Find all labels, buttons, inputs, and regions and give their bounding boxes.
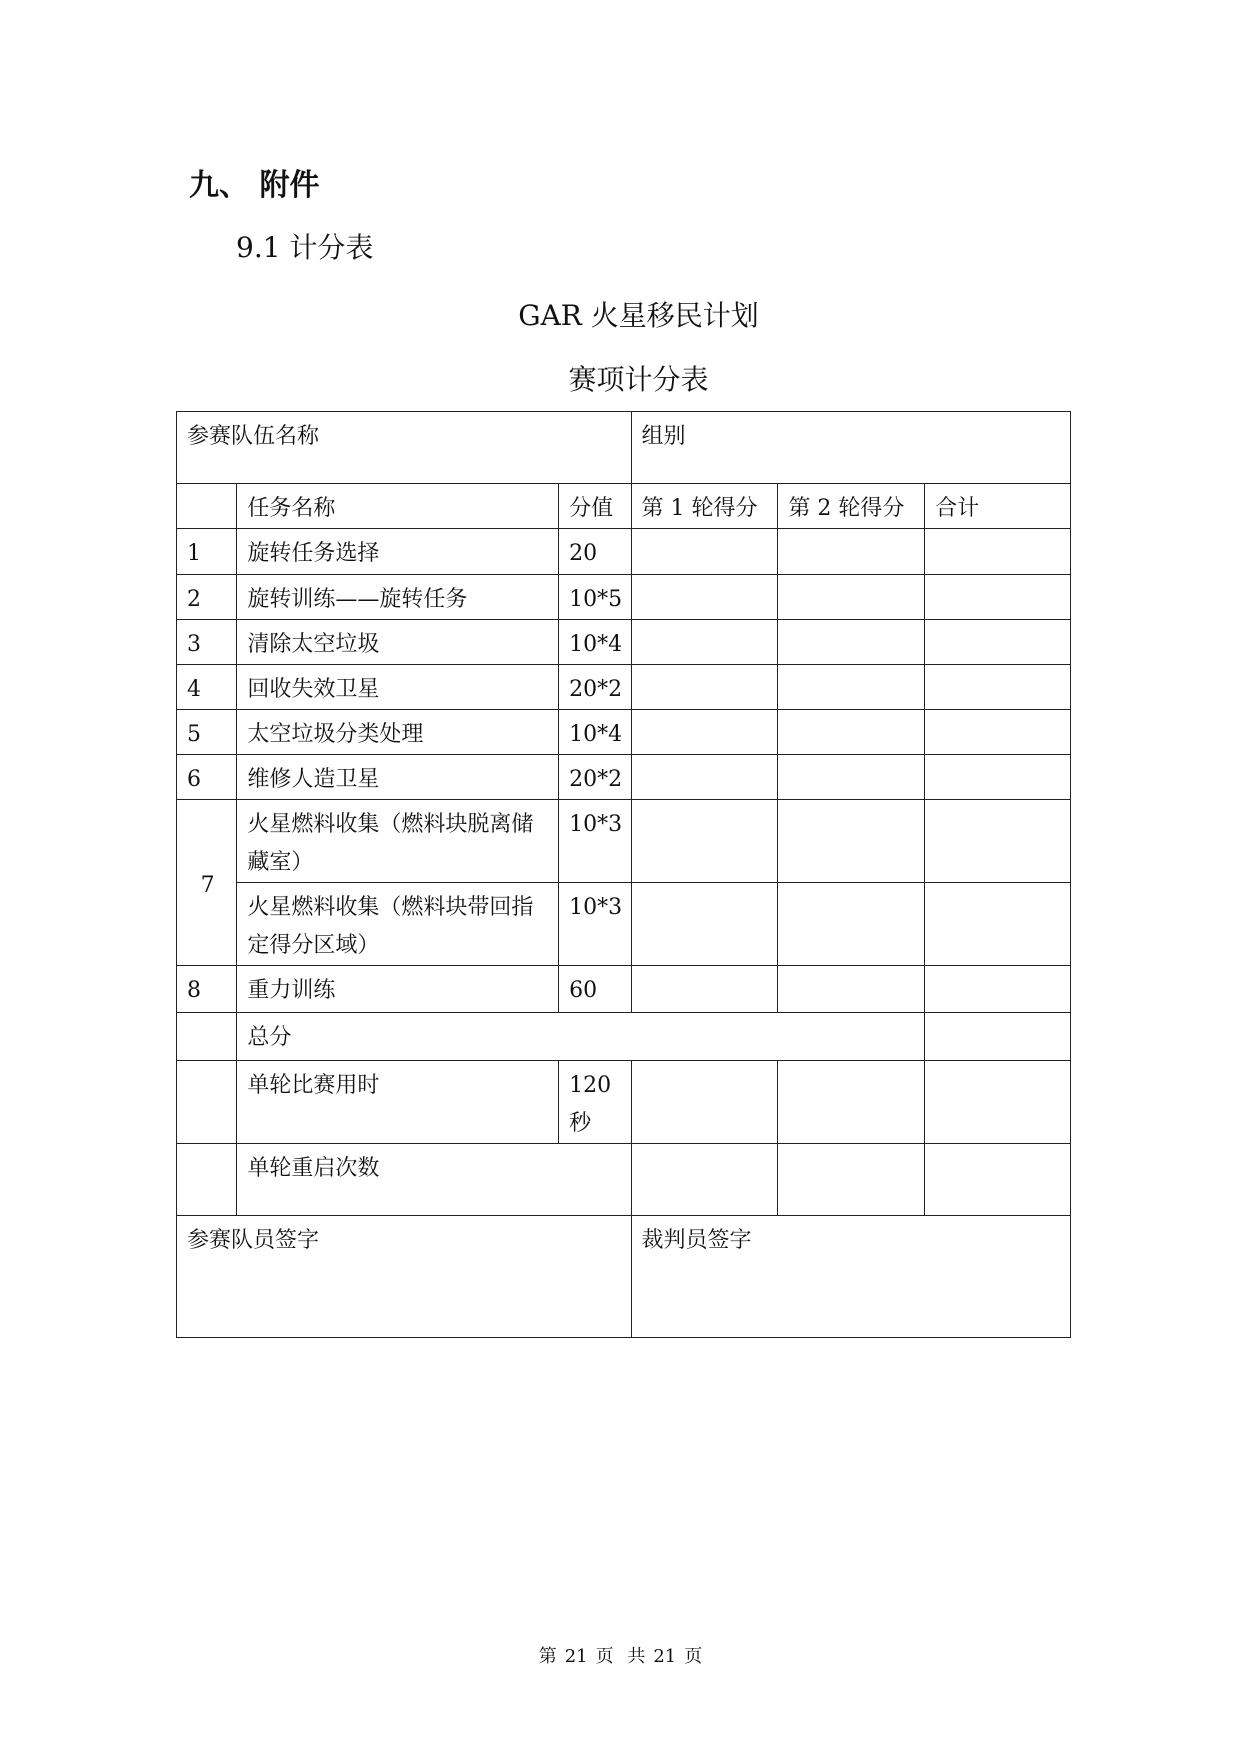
row-number: 1 (177, 529, 237, 575)
total-score-cell (925, 620, 1071, 665)
round2-score-cell (778, 665, 925, 710)
round2-score-cell (778, 883, 925, 966)
row-number: 8 (177, 966, 237, 1013)
row-number-cell (177, 1013, 237, 1061)
document-title: GAR 火星移民计划 (518, 299, 759, 332)
row-number: 4 (177, 665, 237, 710)
task-points: 20 (559, 529, 631, 575)
score-table (176, 411, 1071, 1338)
row-number: 2 (177, 575, 237, 620)
task-points: 10*3 (559, 800, 631, 883)
header-task: 任务名称 (237, 484, 559, 529)
round2-score-cell (778, 800, 925, 883)
task-points: 10*3 (559, 883, 631, 966)
task-name: 旋转训练——旋转任务 (237, 575, 559, 620)
restart-row (177, 1144, 1071, 1216)
round1-score-cell (631, 665, 778, 710)
task-name: 回收失效卫星 (237, 665, 559, 710)
page-footer: 第 21 页 共 21 页 (538, 1646, 703, 1667)
table-row (177, 575, 1071, 620)
total-restart-cell (925, 1144, 1071, 1216)
total-score-cell (925, 665, 1071, 710)
total-score-cell (925, 710, 1071, 755)
header-total: 合计 (925, 484, 1071, 529)
time-label: 单轮比赛用时 (237, 1061, 559, 1144)
subsection-heading: 9.1 计分表 (236, 231, 374, 264)
header-round2: 第 2 轮得分 (778, 484, 925, 529)
row-number: 5 (177, 710, 237, 755)
task-points: 10*5 (559, 575, 631, 620)
round1-score-cell (631, 575, 778, 620)
round2-score-cell (778, 529, 925, 575)
table-row (177, 710, 1071, 755)
table-row (177, 966, 1071, 1013)
task-name: 清除太空垃圾 (237, 620, 559, 665)
round1-score-cell (631, 620, 778, 665)
round1-score-cell (631, 755, 778, 800)
row-number: 6 (177, 755, 237, 800)
team-name-label: 参赛队伍名称 (177, 412, 632, 484)
signature-row (177, 1216, 1071, 1338)
round1-score-cell (631, 800, 778, 883)
total-score-cell (925, 529, 1071, 575)
table-row (177, 665, 1071, 710)
round2-score-cell (778, 575, 925, 620)
total-score-cell (925, 575, 1071, 620)
task-points: 20*2 (559, 755, 631, 800)
round1-restart-cell (631, 1144, 778, 1216)
referee-signature-label: 裁判员签字 (631, 1216, 1070, 1338)
time-value: 120 秒 (559, 1061, 631, 1144)
round2-score-cell (778, 966, 925, 1013)
restart-label: 单轮重启次数 (237, 1144, 631, 1216)
round2-score-cell (778, 755, 925, 800)
round2-restart-cell (778, 1144, 925, 1216)
round2-score-cell (778, 710, 925, 755)
round1-score-cell (631, 710, 778, 755)
header-number-cell (177, 484, 237, 529)
task-name: 旋转任务选择 (237, 529, 559, 575)
table-row (177, 755, 1071, 800)
page-total: 21 (653, 1646, 677, 1667)
round2-time-cell (778, 1061, 925, 1144)
task-name: 火星燃料收集（燃料块脱离储藏室） (237, 800, 559, 883)
table-row (177, 529, 1071, 575)
task-points: 10*4 (559, 710, 631, 755)
round1-score-cell (631, 529, 778, 575)
round1-score-cell (631, 883, 778, 966)
row-number: 7 (177, 800, 237, 966)
task-points: 10*4 (559, 620, 631, 665)
round2-score-cell (778, 620, 925, 665)
row-number-cell (177, 1061, 237, 1144)
table-row (177, 620, 1071, 665)
total-row (177, 1013, 1071, 1061)
grand-total-cell (925, 1013, 1071, 1061)
total-score-cell (925, 966, 1071, 1013)
header-round1: 第 1 轮得分 (631, 484, 778, 529)
group-label: 组别 (631, 412, 1070, 484)
team-signature-label: 参赛队员签字 (177, 1216, 632, 1338)
total-score-cell (925, 883, 1071, 966)
table-row (177, 800, 1071, 883)
header-points: 分值 (559, 484, 631, 529)
total-score-cell (925, 800, 1071, 883)
task-name: 太空垃圾分类处理 (237, 710, 559, 755)
task-name: 火星燃料收集（燃料块带回指定得分区域） (237, 883, 559, 966)
section-heading: 九、 附件 (189, 168, 320, 203)
task-name: 维修人造卫星 (237, 755, 559, 800)
task-points: 60 (559, 966, 631, 1013)
total-score-cell (925, 755, 1071, 800)
round1-score-cell (631, 966, 778, 1013)
total-label: 总分 (237, 1013, 925, 1061)
total-time-cell (925, 1061, 1071, 1144)
task-name: 重力训练 (237, 966, 559, 1013)
row-number-cell (177, 1144, 237, 1216)
table-row (177, 883, 1071, 966)
row-number: 3 (177, 620, 237, 665)
time-row (177, 1061, 1071, 1144)
round1-time-cell (631, 1061, 778, 1144)
page-number: 21 (564, 1646, 588, 1667)
table-title: 赛项计分表 (568, 363, 709, 396)
task-points: 20*2 (559, 665, 631, 710)
